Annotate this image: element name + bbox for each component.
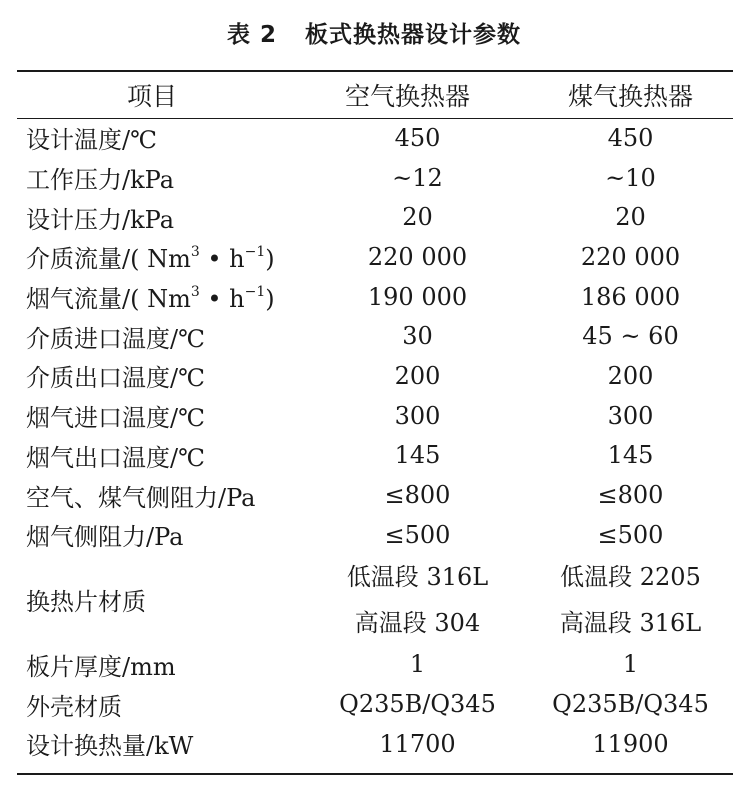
air-material-low: 低温段 316L	[346, 562, 489, 591]
table-row	[17, 396, 733, 436]
air-value: 300	[394, 401, 441, 430]
gas-value: 220 000	[580, 242, 681, 271]
parameter-table	[17, 72, 733, 764]
table-row	[17, 277, 733, 317]
gas-material-high: 高温段 316L	[559, 608, 702, 637]
air-value: 1	[409, 650, 426, 679]
table-row	[17, 118, 733, 158]
air-value: Q235B/Q345	[339, 690, 496, 719]
air-value: 450	[394, 123, 441, 152]
gas-value: 11900	[592, 729, 669, 758]
air-value	[307, 561, 528, 639]
air-value: 20	[402, 203, 433, 232]
table-row	[17, 515, 733, 555]
header-item: 项目	[126, 82, 177, 111]
gas-value: 1	[622, 650, 639, 679]
air-value: 200	[394, 361, 441, 390]
gas-value: 300	[607, 401, 654, 430]
table-header-row	[17, 72, 733, 118]
air-value: ≤800	[384, 481, 451, 510]
gas-material-low: 低温段 2205	[560, 562, 701, 591]
row-label: 介质出口温度/℃	[26, 364, 205, 393]
table-title: 板式换热器设计参数	[305, 22, 521, 48]
row-label: 烟气进口温度/℃	[26, 404, 205, 433]
row-label: 空气、煤气侧阻力/Pa	[26, 483, 256, 512]
table-row	[17, 158, 733, 198]
row-label: 介质进口温度/℃	[26, 324, 205, 353]
air-value: ~12	[392, 163, 443, 192]
table-row	[17, 555, 733, 645]
table-row	[17, 356, 733, 396]
row-label: 设计温度/℃	[26, 126, 157, 155]
air-value: ≤500	[384, 520, 451, 549]
table-row	[17, 237, 733, 277]
table-row	[17, 724, 733, 764]
gas-value	[528, 561, 733, 639]
row-label: 换热片材质	[26, 588, 146, 617]
table-number: 表 2	[226, 22, 277, 48]
air-value: 220 000	[367, 242, 468, 271]
row-label: 板片厚度/mm	[26, 652, 176, 681]
bottom-rule	[17, 773, 733, 775]
air-value: 11700	[379, 729, 456, 758]
table-row	[17, 316, 733, 356]
gas-value: Q235B/Q345	[552, 690, 709, 719]
row-label: 外壳材质	[26, 692, 122, 721]
row-label: 工作压力/kPa	[26, 166, 175, 195]
gas-value: 450	[607, 123, 654, 152]
air-value: 190 000	[367, 282, 468, 311]
table-row	[17, 436, 733, 476]
gas-value: ~10	[605, 163, 656, 192]
row-label: 设计压力/kPa	[26, 205, 175, 234]
table-row	[17, 684, 733, 724]
row-label: 设计换热量/kW	[26, 732, 194, 761]
row-label: 烟气出口温度/℃	[26, 443, 205, 472]
row-label: 烟气侧阻力/Pa	[26, 523, 184, 552]
header-gas-exchanger: 煤气换热器	[567, 82, 693, 111]
table-row	[17, 197, 733, 237]
gas-value: 20	[615, 203, 646, 232]
gas-value: 186 000	[580, 282, 681, 311]
air-material-high: 高温段 304	[354, 608, 481, 637]
table-row	[17, 645, 733, 685]
row-label: 烟气流量/( Nm$^3$ • $h^{-1}$)	[26, 284, 275, 314]
gas-value: 45 ~ 60	[582, 322, 679, 351]
gas-value: 200	[607, 361, 654, 390]
gas-value: 145	[607, 441, 654, 470]
header-air-exchanger: 空气换热器	[344, 82, 470, 111]
table-row	[17, 475, 733, 515]
table-caption	[0, 16, 748, 49]
gas-value: ≤500	[597, 520, 664, 549]
air-value: 30	[402, 322, 433, 351]
gas-value: ≤800	[597, 481, 664, 510]
row-label: 介质流量/( Nm$^3$ • $h^{-1}$)	[26, 244, 275, 274]
air-value: 145	[394, 441, 441, 470]
